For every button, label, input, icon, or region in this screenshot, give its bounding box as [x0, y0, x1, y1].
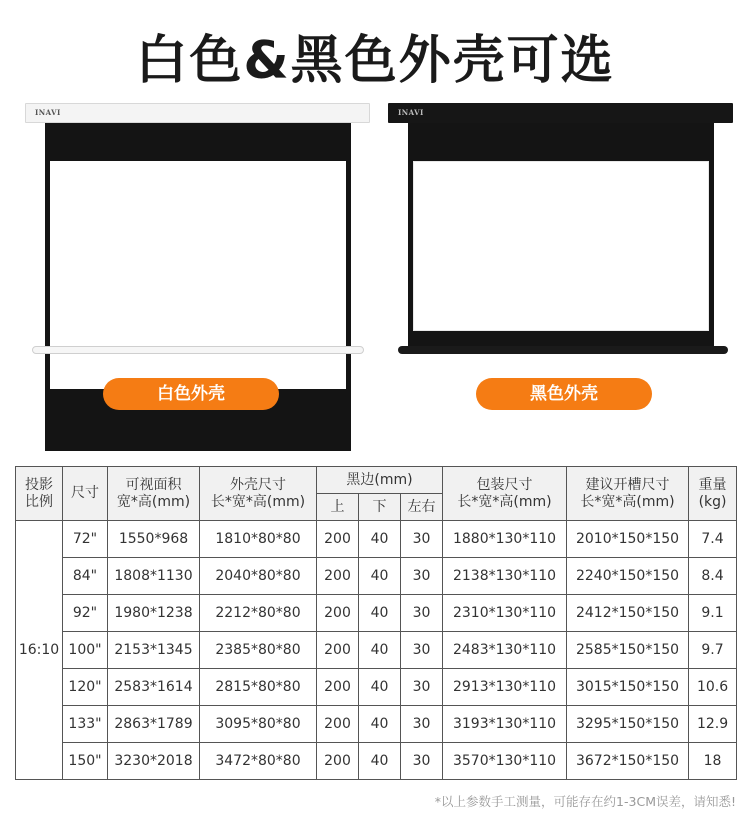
- cell-viewable: 1550*968: [108, 521, 200, 558]
- cell-viewable: 1980*1238: [108, 595, 200, 632]
- cell-weight: 8.4: [689, 558, 737, 595]
- cell-top: 200: [317, 632, 359, 669]
- cell-bottom: 40: [359, 521, 401, 558]
- cell-slot: 2412*150*150: [567, 595, 689, 632]
- table-row: [16, 743, 737, 780]
- table-row: [16, 521, 737, 558]
- cell-bottom: 40: [359, 706, 401, 743]
- cell-package: 1880*130*110: [443, 521, 567, 558]
- screen-case: [25, 103, 370, 123]
- cell-slot: 3672*150*150: [567, 743, 689, 780]
- cell-case: 2040*80*80: [200, 558, 317, 595]
- cell-weight: 9.7: [689, 632, 737, 669]
- page-title: 白色&黑色外壳可选: [135, 31, 615, 91]
- cell-top: 200: [317, 743, 359, 780]
- black-case-label: 黑色外壳: [476, 378, 652, 410]
- header-viewable: 可视面积 宽*高(mm): [108, 467, 200, 521]
- cell-bottom: 40: [359, 558, 401, 595]
- cell-side: 30: [401, 669, 443, 706]
- cell-viewable: 2583*1614: [108, 669, 200, 706]
- cell-weight: 10.6: [689, 669, 737, 706]
- cell-bottom: 40: [359, 743, 401, 780]
- cell-viewable: 2153*1345: [108, 632, 200, 669]
- header-ratio: 投影 比例: [16, 467, 63, 521]
- cell-side: 30: [401, 632, 443, 669]
- cell-size: 100": [63, 632, 108, 669]
- cell-package: 2138*130*110: [443, 558, 567, 595]
- brand-logo: INAVI: [35, 108, 61, 117]
- footnote: *以上参数手工测量，可能存在约1-3CM误差，请知悉!: [434, 794, 736, 809]
- header-slot: 建议开槽尺寸 长*宽*高(mm): [567, 467, 689, 521]
- cell-slot: 3295*150*150: [567, 706, 689, 743]
- cell-case: 2815*80*80: [200, 669, 317, 706]
- cell-slot: 2240*150*150: [567, 558, 689, 595]
- cell-side: 30: [401, 521, 443, 558]
- screen-viewable-area: [413, 161, 709, 331]
- cell-viewable: 1808*1130: [108, 558, 200, 595]
- screen-bottom-bar: [398, 346, 728, 354]
- cell-package: 2310*130*110: [443, 595, 567, 632]
- cell-case: 2212*80*80: [200, 595, 317, 632]
- header-package: 包装尺寸 长*宽*高(mm): [443, 467, 567, 521]
- screen-bottom-bar: [32, 346, 364, 354]
- spec-table: [15, 466, 737, 780]
- white-case-label: 白色外壳: [103, 378, 279, 410]
- cell-package: 2913*130*110: [443, 669, 567, 706]
- cell-bottom: 40: [359, 669, 401, 706]
- cell-top: 200: [317, 521, 359, 558]
- cell-top: 200: [317, 669, 359, 706]
- table-row: [16, 706, 737, 743]
- table-row: [16, 558, 737, 595]
- table-row: [16, 595, 737, 632]
- header-border-side: 左右: [401, 494, 443, 521]
- cell-side: 30: [401, 743, 443, 780]
- table-row: [16, 632, 737, 669]
- cell-slot: 2585*150*150: [567, 632, 689, 669]
- cell-weight: 7.4: [689, 521, 737, 558]
- cell-case: 3095*80*80: [200, 706, 317, 743]
- cell-viewable: 3230*2018: [108, 743, 200, 780]
- cell-package: 2483*130*110: [443, 632, 567, 669]
- header-black-border: 黑边(mm): [317, 467, 443, 494]
- cell-package: 3193*130*110: [443, 706, 567, 743]
- cell-side: 30: [401, 558, 443, 595]
- white-case-screen: [25, 103, 370, 361]
- header-border-top: 上: [317, 494, 359, 521]
- cell-size: 150": [63, 743, 108, 780]
- cell-weight: 9.1: [689, 595, 737, 632]
- header-border-bottom: 下: [359, 494, 401, 521]
- black-case-screen: [388, 103, 733, 361]
- cell-size: 133": [63, 706, 108, 743]
- cell-weight: 18: [689, 743, 737, 780]
- cell-top: 200: [317, 706, 359, 743]
- header-size: 尺寸: [63, 467, 108, 521]
- cell-top: 200: [317, 595, 359, 632]
- cell-slot: 2010*150*150: [567, 521, 689, 558]
- cell-size: 92": [63, 595, 108, 632]
- screen-viewable-area: [50, 161, 346, 389]
- cell-size: 72": [63, 521, 108, 558]
- cell-case: 2385*80*80: [200, 632, 317, 669]
- brand-logo: INAVI: [398, 108, 424, 117]
- cell-bottom: 40: [359, 632, 401, 669]
- cell-case: 3472*80*80: [200, 743, 317, 780]
- cell-slot: 3015*150*150: [567, 669, 689, 706]
- cell-side: 30: [401, 706, 443, 743]
- cell-case: 1810*80*80: [200, 521, 317, 558]
- cell-size: 84": [63, 558, 108, 595]
- header-case-size: 外壳尺寸 长*宽*高(mm): [200, 467, 317, 521]
- table-row: [16, 669, 737, 706]
- cell-bottom: 40: [359, 595, 401, 632]
- cell-top: 200: [317, 558, 359, 595]
- screen-case: [388, 103, 733, 123]
- cell-weight: 12.9: [689, 706, 737, 743]
- header-weight: 重量 (kg): [689, 467, 737, 521]
- cell-size: 120": [63, 669, 108, 706]
- cell-package: 3570*130*110: [443, 743, 567, 780]
- ratio-cell: 16:10: [16, 521, 63, 780]
- cell-viewable: 2863*1789: [108, 706, 200, 743]
- cell-side: 30: [401, 595, 443, 632]
